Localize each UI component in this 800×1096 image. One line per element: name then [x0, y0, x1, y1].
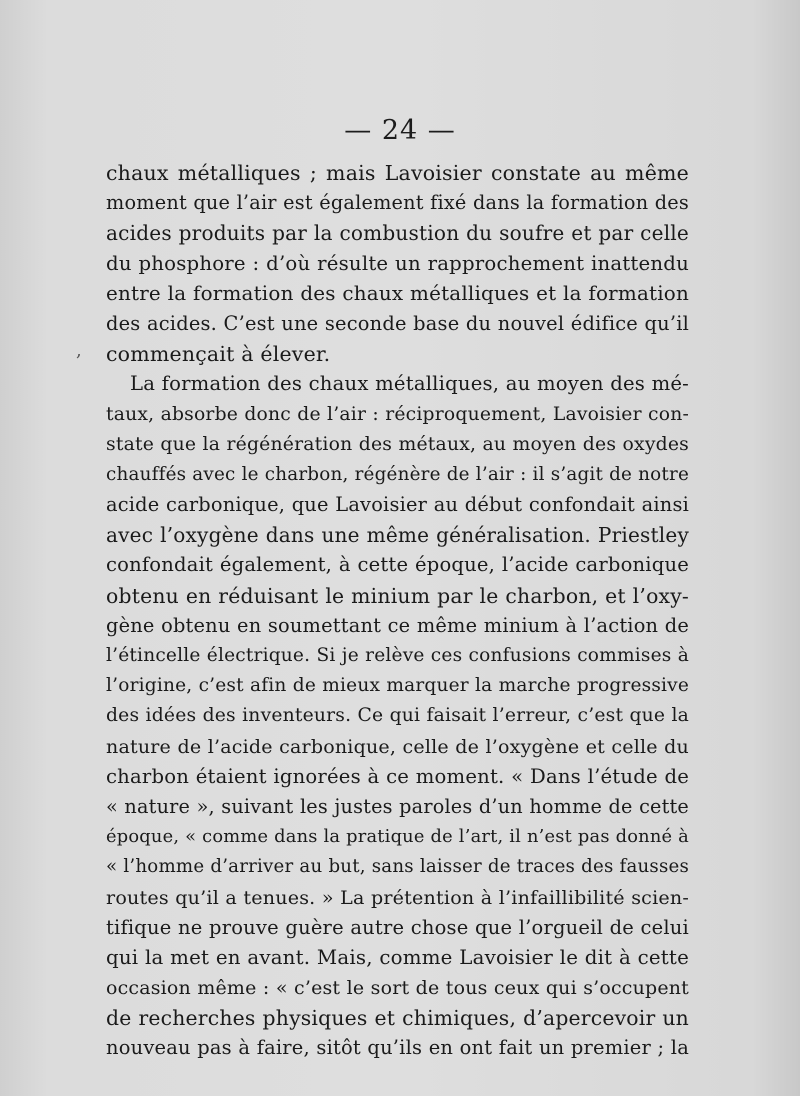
text-line: chauffés avec le charbon, régénère de l’air : il s’agit de notre	[106, 463, 689, 485]
page-number: — 24 —	[344, 115, 456, 146]
text-line: de recherches physiques et chimiques, d’apercevoir un	[106, 1006, 689, 1031]
text-line: « l’homme d’arriver au but, sans laisser de traces des fausses	[106, 856, 689, 878]
text-line: chaux métalliques ; mais Lavoisier constate au même	[106, 161, 689, 185]
text-line: acide carbonique, que Lavoisier au début confondait ainsi	[106, 493, 689, 517]
text-line: nouveau pas à faire, sitôt qu’ils en ont fait un premier ; la	[106, 1036, 689, 1060]
text-line: nature de l’acide carbonique, celle de l’oxygène et celle du	[106, 735, 689, 758]
text-line: gène obtenu en soumettant ce même minium à l’action de	[106, 613, 689, 637]
text-line: qui la met en avant. Mais, comme Lavoisier le dit à cette	[106, 945, 689, 969]
paragraph-start-line: La formation des chaux métalliques, au moyen des mé-	[130, 372, 689, 396]
text-line: époque, « comme dans la pratique de l’art, il n’est pas donné à	[106, 826, 689, 848]
text-line: l’étincelle électrique. Si je relève ces confusions commises à	[106, 645, 689, 666]
text-line: state que la régénération des métaux, au moyen des oxydes	[106, 433, 689, 455]
text-line: tifique ne prouve guère autre chose que l’orgueil de celui	[106, 915, 689, 939]
text-line: entre la formation des chaux métalliques et la formation	[106, 281, 689, 305]
text-line: confondait également, à cette époque, l’acide carbonique	[106, 553, 689, 577]
text-line: acides produits par la combustion du soufre et par celle	[106, 221, 689, 246]
text-line: « nature », suivant les justes paroles d’un homme de cette	[106, 794, 689, 818]
paragraph-end-line: commençait à élever.	[106, 342, 331, 367]
text-line: des acides. C’est une seconde base du nouvel édifice qu’il	[106, 311, 689, 335]
text-line: avec l’oxygène dans une même généralisation. Priestley	[106, 523, 689, 548]
text-line: l’origine, c’est afin de mieux marquer la marche progressive	[106, 675, 689, 697]
text-line: occasion même : « c’est le sort de tous ceux qui s’occupent	[106, 977, 689, 1000]
text-line: taux, absorbe donc de l’air : réciproquement, Lavoisier con-	[106, 403, 689, 425]
text-line: charbon étaient ignorées à ce moment. « Dans l’étude de	[106, 764, 689, 788]
text-line: routes qu’il a tenues. » La prétention à l’infaillibilité scien-	[106, 886, 689, 909]
text-line: des idées des inventeurs. Ce qui faisait l’erreur, c’est que la	[106, 705, 689, 727]
body-text	[106, 158, 689, 1064]
text-line: moment que l’air est également fixé dans la formation des	[106, 191, 689, 215]
text-line: obtenu en réduisant le minium par le charbon, et l’oxy-	[106, 583, 689, 608]
text-line: du phosphore : d’où résulte un rapprochement inattendu	[106, 251, 689, 275]
margin-mark: ,	[76, 340, 82, 361]
